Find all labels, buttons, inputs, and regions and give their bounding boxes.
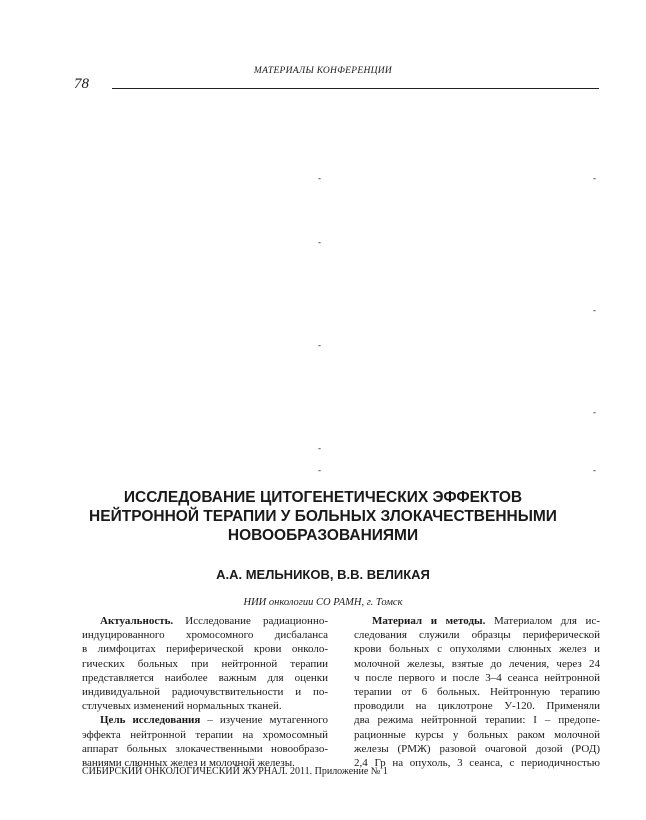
text-line: [82, 614, 328, 628]
text-line: следования служили образцы периферической: [354, 629, 600, 642]
stray-hyphen-mark: -: [318, 237, 321, 247]
article-affiliation: НИИ онкологии СО РАМН, г. Томск: [243, 597, 403, 608]
text-line: гических больных при нейтронной терапии: [82, 657, 328, 670]
journal-footer: СИБИРСКИЙ ОНКОЛОГИЧЕСКИЙ ЖУРНАЛ. 2011. Приложение № 1: [82, 766, 388, 777]
stray-hyphen-mark: -: [593, 407, 596, 417]
stray-hyphen-mark: -: [593, 173, 596, 183]
stray-hyphen-mark: -: [318, 465, 321, 475]
text-line: эффекта нейтронной терапии на хромосомный: [82, 728, 328, 741]
stray-hyphen-mark: -: [318, 443, 321, 453]
article-title-line: ИССЛЕДОВАНИЕ ЦИТОГЕНЕТИЧЕСКИХ ЭФФЕКТОВ: [123, 489, 523, 506]
text-line: рационные курсы у больных раком молочной: [354, 728, 600, 741]
text-line: стлучевых изменений нормальных тканей.: [82, 700, 282, 713]
text-line: [354, 614, 600, 628]
text-line: железы (РМЖ) разовой очаговой дозой (РОД): [354, 742, 600, 755]
left-column: [82, 614, 328, 770]
stray-hyphen-mark: -: [318, 173, 321, 183]
paragraph-heading: Актуальность.: [100, 615, 174, 627]
text-line: в лимфоцитах периферической крови онколо-: [82, 643, 328, 656]
article-title-line: НОВООБРАЗОВАНИЯМИ: [227, 527, 419, 544]
text-run: – изучение мутагенного: [207, 714, 328, 727]
text-line: аппарат больных злокачественными новообразо-: [82, 742, 328, 755]
article-authors: А.А. МЕЛЬНИКОВ, В.В. ВЕЛИКАЯ: [216, 567, 430, 582]
text-line: ч после первого и после 3–4 сеанса нейтронной: [354, 671, 600, 684]
page-number: 78: [74, 76, 89, 92]
right-column: [354, 614, 600, 770]
text-line: ваниями слюнных желез и молочной железы.: [82, 757, 295, 770]
running-header: МАТЕРИАЛЫ КОНФЕРЕНЦИИ: [253, 66, 393, 76]
paragraph-heading: Цель исследования: [100, 714, 201, 727]
paragraph-heading: Материал и методы.: [372, 615, 486, 627]
text-line: [82, 713, 328, 727]
text-line: терапии от 6 больных. Нейтронную терапию: [354, 686, 600, 699]
article-title-line: НЕЙТРОННОЙ ТЕРАПИИ У БОЛЬНЫХ ЗЛОКАЧЕСТВЕННЫМИ: [89, 508, 557, 525]
header-rule: [112, 88, 599, 89]
text-line: представляется наиболее важным для оценки: [82, 671, 328, 684]
stray-hyphen-mark: -: [593, 465, 596, 475]
text-line: 2,4 Гр на опухоль, 3 сеанса, с периодичностью: [354, 757, 600, 770]
text-line: индивидуальной радиочувствительности и по-: [82, 686, 328, 699]
text-run: Материалом для ис-: [494, 615, 600, 627]
text-line: индуцированного хромосомного дисбаланса: [82, 629, 328, 642]
text-line: проводили на циклотроне У-120. Применяли: [354, 700, 600, 713]
text-run: Исследование радиационно-: [185, 615, 328, 627]
stray-hyphen-mark: -: [318, 340, 321, 350]
text-line: крови больных с опухолями слюнных желез и: [354, 643, 600, 656]
article-title: [40, 488, 606, 545]
text-line: молочной железы, взятые до лечения, через 24: [354, 657, 600, 670]
stray-hyphen-mark: -: [593, 305, 596, 315]
text-line: два режима нейтронной терапии: I – предопе-: [354, 714, 600, 727]
